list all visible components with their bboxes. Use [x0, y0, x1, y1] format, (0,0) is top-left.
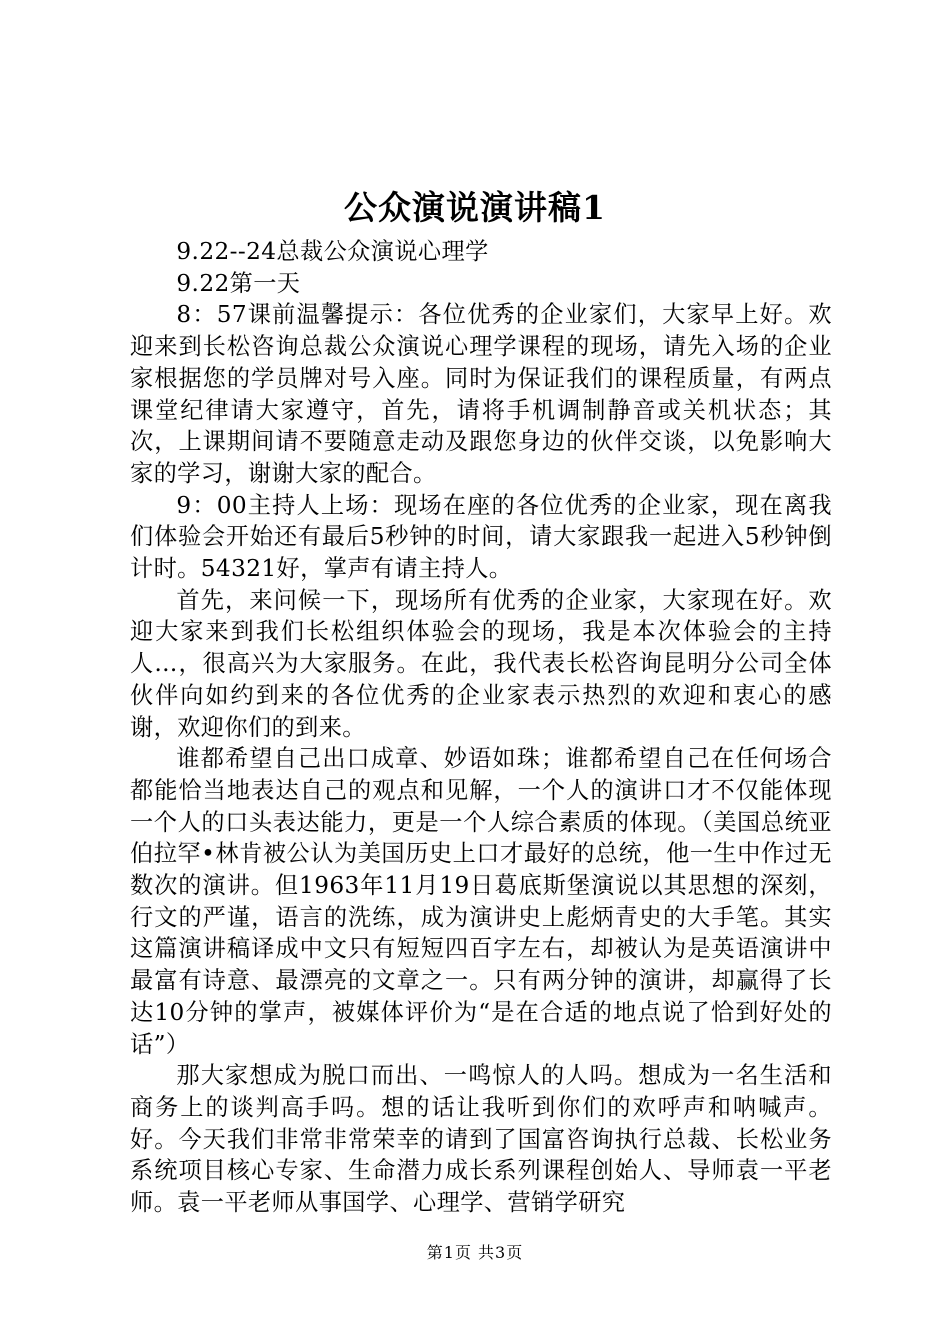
paragraph-course-heading: 9.22--24总裁公众演说心理学: [176, 238, 489, 265]
paragraph-eloquence: 谁都希望自己出口成章、妙语如珠；谁都希望自己在任何场合都能恰当地表达自己的观点和见解，一个人的演讲口才不仅能体现一个人的口头表达能力，更是一个人综合素质的体现。（美国总统亚伯拉罕•林肯被公认为美国历史上口才最好的总统，他一生中作过无数次的演讲。但1963年11月19日葛底斯堡演说以其思想的深刻，行文的严谨，语言的洗练，成为演讲史上彪炳青史的大手笔。其实这篇演讲稿译成中文只有短短四百字左右，却被认为是英语演讲中最富有诗意、最漂亮的文章之一。只有两分钟的演讲，却赢得了长达10分钟的掌声，被媒体评价为“是在合适的地点说了恰到好处的话”）: [130, 745, 832, 1058]
paragraph-introduction: 那大家想成为脱口而出、一鸣惊人的人吗。想成为一名生活和商务上的谈判高手吗。想的话让我听到你们的欢呼声和呐喊声。好。今天我们非常非常荣幸的请到了国富咨询执行总裁、长松业务系统项目核心专家、生命潜力成长系列课程创始人、导师袁一平老师。袁一平老师从事国学、心理学、营销学研究: [130, 1062, 832, 1217]
paragraph-day-heading: 9.22第一天: [176, 269, 301, 297]
paragraph-greeting: 首先，来问候一下，现场所有优秀的企业家，大家现在好。欢迎大家来到我们长松组织体验会的现场，我是本次体验会的主持人…，很高兴为大家服务。在此，我代表长松咨询昆明分公司全体伙伴向如约到来的各位优秀的企业家表示热烈的欢迎和衷心的感谢，欢迎你们的到来。: [130, 586, 832, 741]
document-body: [130, 236, 832, 1219]
paragraph-host-entrance: 9：00主持人上场：现场在座的各位优秀的企业家，现在离我们体验会开始还有最后5秒钟的时间，请大家跟我一起进入5秒钟倒计时。54321好，掌声有请主持人。: [130, 491, 832, 583]
document-title: 公众演说演讲稿1: [344, 188, 606, 227]
page-number-footer: 第1页 共3页: [426, 1243, 524, 1262]
paragraph-reminder: 8：57课前温馨提示：各位优秀的企业家们，大家早上好。欢迎来到长松咨询总裁公众演说心理学课程的现场，请先入场的企业家根据您的学员牌对号入座。同时为保证我们的课程质量，有两点课堂纪律请大家遵守，首先，请将手机调制静音或关机状态；其次，上课期间请不要随意走动及跟您身边的伙伴交谈，以免影响大家的学习，谢谢大家的配合。: [130, 301, 832, 487]
